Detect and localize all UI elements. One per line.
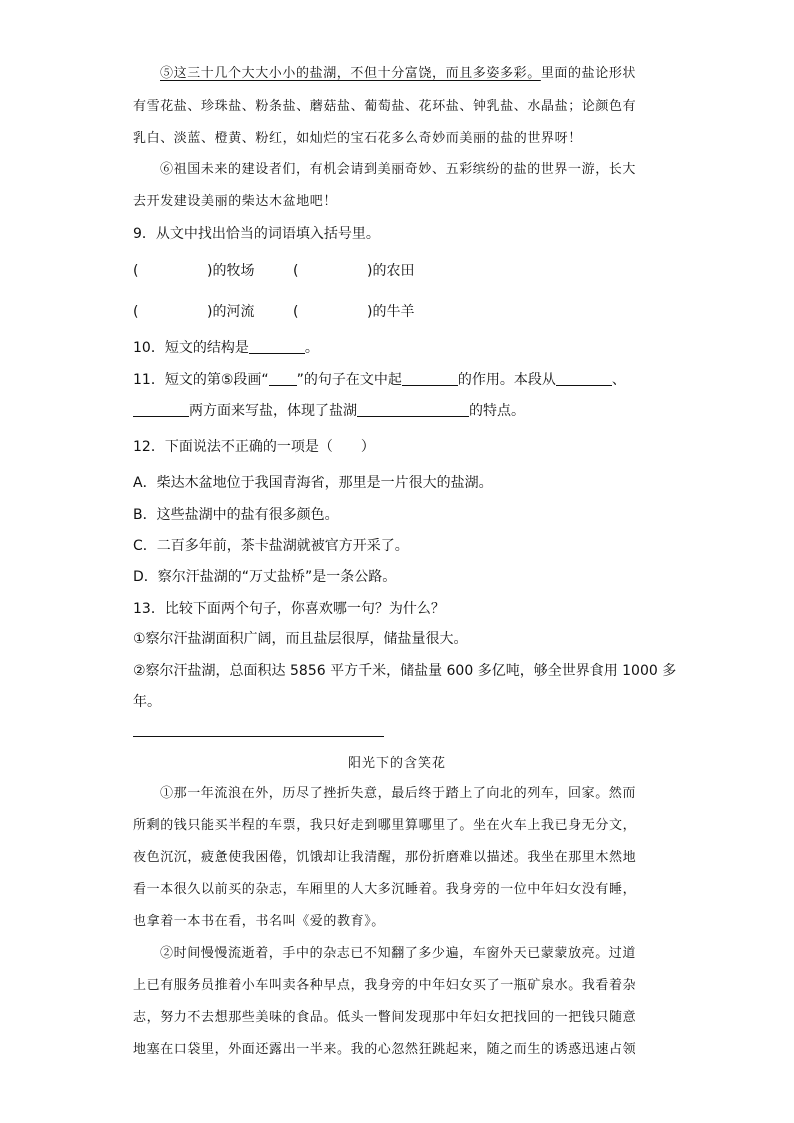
q12-option-b[interactable]: B．这些盐湖中的盐有很多颜色。 bbox=[133, 507, 339, 523]
q9-stem: 9．从文中找出恰当的词语填入括号里。 bbox=[133, 226, 380, 242]
underlined-sentence: ⑤这三十几个大大小小的盐湖，不但十分富饶，而且多姿多彩。 bbox=[160, 66, 541, 81]
q13-stem: 13．比较下面两个句子，你喜欢哪一句？为什么？ bbox=[133, 601, 445, 617]
q9-answer-cattle[interactable]: )的牛羊 bbox=[367, 304, 415, 320]
q11-blank-role[interactable] bbox=[402, 370, 458, 386]
q12-stem: 12．下面说法不正确的一项是（ ） bbox=[133, 439, 375, 455]
passage1-p5-line1 bbox=[160, 64, 636, 84]
q10: 10．短文的结构是 。 bbox=[133, 340, 319, 356]
passage2-line: 所剩的钱只能买半程的车票，我只好走到哪里算哪里了。坐在火车上我已身无分文， bbox=[133, 818, 637, 833]
q10-answer-blank[interactable] bbox=[249, 338, 305, 354]
q9-answer-river[interactable]: )的河流 bbox=[207, 304, 255, 320]
passage2-line: 志，努力不去想那些美味的食品。低头一瞥间发现那中年妇女把找回的一把钱只随意 bbox=[133, 1010, 637, 1025]
passage1-p5-line2: 有雪花盐、珍珠盐、粉条盐、蘑菇盐、葡萄盐、花环盐、钟乳盐、水晶盐；论颜色有 bbox=[133, 99, 637, 114]
q12-option-d[interactable]: D．察尔汗盐湖的“万丈盐桥”是一条公路。 bbox=[133, 569, 397, 585]
q12-option-c[interactable]: C．二百多年前，茶卡盐湖就被官方开采了。 bbox=[133, 538, 409, 554]
passage1-p6-line2: 去开发建设美丽的柴达木盆地吧！ bbox=[133, 194, 338, 209]
passage2-line: 上已有服务员推着小车叫卖各种早点，我身旁的中年妇女买了一瓶矿泉水。我看着杂 bbox=[133, 978, 637, 993]
passage2-line: ②时间慢慢流逝着，手中的杂志已不知翻了多少遍，车窗外天已蒙蒙放亮。过道 bbox=[160, 946, 637, 961]
p5-rest: 里面的盐论形状 bbox=[540, 66, 637, 81]
passage2-line: 地塞在口袋里，外面还露出一半来。我的心忽然狂跳起来，随之而生的诱惑迅速占领 bbox=[133, 1042, 637, 1057]
passage2-title: 阳光下的含笑花 bbox=[347, 756, 446, 771]
passage2-line: 也拿着一本书在看，书名叫《爱的教育》。 bbox=[133, 914, 385, 929]
worksheet-page: ⑤这三十几个大大小小的盐湖，不但十分富饶，而且多姿多彩。里面的盐论形状 有雪花盐、珍珠盐、粉条盐、蘑菇盐、葡萄盐、花环盐、钟乳盐、水晶盐；论颜色有 乳白、淡蓝、橙黄、粉红，如灿烂的宝石花多么奇妙而美丽的盐的世界呀！ ⑥祖国未来的建设者们，有机会请到美丽奇妙、五彩缤纷的盐的世界一游，长大 去开发建设美丽的柴达木盆地吧！ 9．从文中找出恰当的词语填入括号里。 ( )的牧场 ( )的农田 ( )的河流 ( )的牛羊 10．短文的结构是 。 11．短文的第⑤段画“ ”的句子在文中起 的作用。本段从 、 两方面来写盐，体现了盐湖 的特点。 12．下面说法不正确的一项是（ ） A．柴达木盆地位于我国青海省，那里是一片很大的盐湖。 B．这些盐湖中的盐有很多颜色。 C．二百多年前，茶卡盐湖就被官方开采了。 D．察尔汗盐湖的“万丈盐桥”是一条公路。 13．比较下面两个句子，你喜欢哪一句？为什么？ ①察尔汗盐湖面积广阔，而且盐层很厚，储盐量很大。 ②察尔汗盐湖，总面积达 5856 平方千米，储盐量 600 多亿吨，够全世界食用 1000 多 年。 阳光下的含笑花 ①那一年流浪在外，历尽了挫折失意，最后终于踏上了向北的列车，回家。然而 所剩的钱只能买半程的车票，我只好走到哪里算哪里了。坐在火车上我已身无分文， 夜色沉沉，疲惫使我困倦，饥饿却让我清醒，那份折磨难以描述。我坐在那里木然地 看一本很久以前买的杂志，车厢里的人大多沉睡着。我身旁的一位中年妇女没有睡， 也拿着一本书在看，书名叫《爱的教育》。 ②时间慢慢流逝着，手中的杂志已不知翻了多少遍，车窗外天已蒙蒙放亮。过道 上已有服务员推着小车叫卖各种早点，我身旁的中年妇女买了一瓶矿泉水。我看着杂 志，努力不去想那些美味的食品。低头一瞥间发现那中年妇女把找回的一把钱只随意 地塞在口袋里，外面还露出一半来。我的心忽然狂跳起来，随之而生的诱惑迅速占领 bbox=[0, 0, 794, 1123]
q11-blank-aspect1[interactable] bbox=[556, 370, 612, 386]
q9-answer-pasture[interactable]: )的牧场 bbox=[207, 263, 255, 279]
q11-blank-feature[interactable] bbox=[357, 401, 469, 417]
q9-answer-farmland[interactable]: )的农田 bbox=[367, 263, 415, 279]
q13-sentence1: ①察尔汗盐湖面积广阔，而且盐层很厚，储盐量很大。 bbox=[133, 631, 468, 647]
section-divider bbox=[133, 736, 384, 737]
passage2-line: 夜色沉沉，疲惫使我困倦，饥饿却让我清醒，那份折磨难以描述。我坐在那里木然地 bbox=[133, 850, 637, 865]
passage1-p6-line1: ⑥祖国未来的建设者们，有机会请到美丽奇妙、五彩缤纷的盐的世界一游，长大 bbox=[160, 162, 637, 177]
q11-blank-aspect2[interactable] bbox=[133, 401, 189, 417]
passage1-p5-line3: 乳白、淡蓝、橙黄、粉红，如灿烂的宝石花多么奇妙而美丽的盐的世界呀！ bbox=[133, 131, 582, 146]
q12-option-a[interactable]: A．柴达木盆地位于我国青海省，那里是一片很大的盐湖。 bbox=[133, 475, 493, 491]
q11-line2: 两方面来写盐，体现了盐湖 的特点。 bbox=[133, 401, 525, 421]
q13-sentence2-line1: ②察尔汗盐湖，总面积达 5856 平方千米，储盐量 600 多亿吨，够全世界食用 1000 多 bbox=[133, 663, 677, 679]
q11-line1: 11．短文的第⑤段画“ ”的句子在文中起 的作用。本段从 、 bbox=[133, 372, 626, 388]
passage2-line: 看一本很久以前买的杂志，车厢里的人大多沉睡着。我身旁的一位中年妇女没有睡， bbox=[133, 882, 637, 897]
q11-blank-mark[interactable] bbox=[269, 370, 297, 386]
passage2-line: ①那一年流浪在外，历尽了挫折失意，最后终于踏上了向北的列车，回家。然而 bbox=[160, 786, 637, 801]
q13-sentence2-line2: 年。 bbox=[133, 694, 161, 710]
